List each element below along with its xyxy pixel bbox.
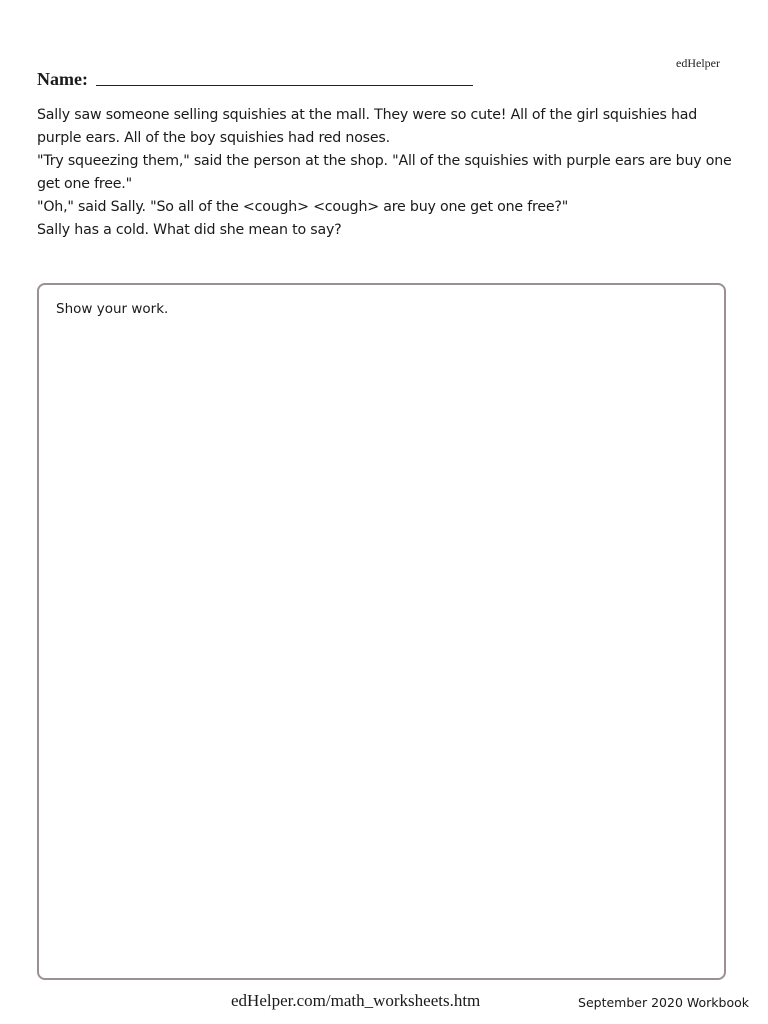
story-paragraph: "Try squeezing them," said the person at the shop. "All of the squishies with purple ears are buy one get one free." xyxy=(37,153,732,192)
footer-workbook: September 2020 Workbook xyxy=(578,995,749,1010)
story-text xyxy=(37,104,737,242)
name-line xyxy=(96,85,473,86)
story-paragraph: Sally saw someone selling squishies at the mall. They were so cute! All of the girl squishies had purple ears. All of the boy squishies had red noses. xyxy=(37,107,698,146)
story-paragraph: "Oh," said Sally. "So all of the <cough> <cough> are buy one get one free?" xyxy=(37,199,569,215)
brand-label: edHelper xyxy=(676,56,720,70)
story-paragraph: Sally has a cold. What did she mean to say? xyxy=(37,222,342,238)
name-row xyxy=(37,68,473,90)
name-label: Name: xyxy=(37,69,88,89)
footer-url: edHelper.com/math_worksheets.htm xyxy=(231,991,481,1010)
work-box[interactable] xyxy=(37,283,726,980)
work-box-label: Show your work. xyxy=(56,301,169,317)
